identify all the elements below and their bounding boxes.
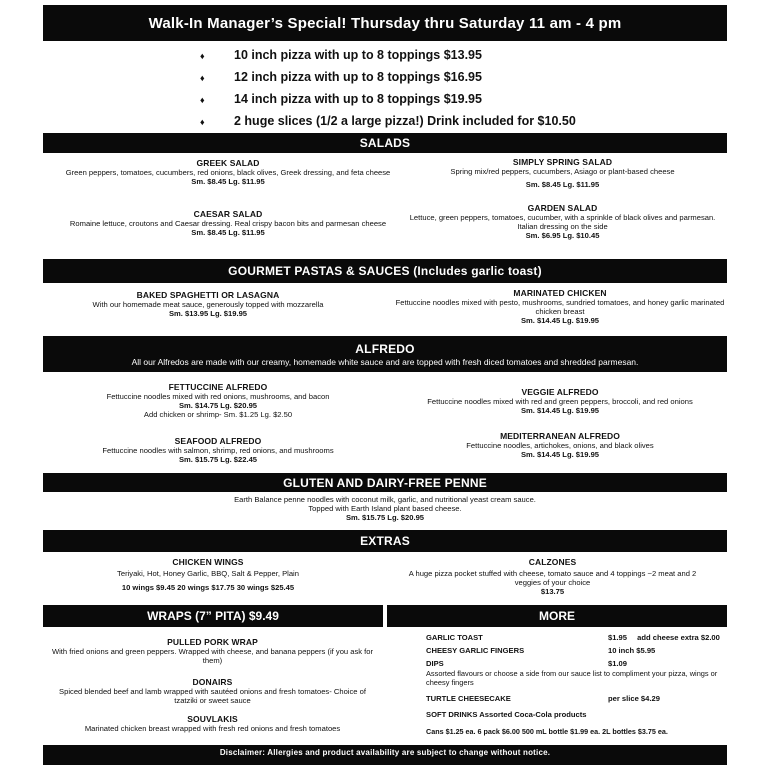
donairs: DONAIRS Spiced blended beef and lamb wrapped with sautéed onions and fresh tomatoes- Choice of tzatziki or sweet sauce [59,677,366,705]
caesar-salad: CAESAR SALAD Romaine lettuce, croutons and Caesar dressing. Real crispy bacon bits and parmesan cheese Sm. $8.45 Lg. $11.95 [69,209,387,237]
special-item: ♦ 10 inch pizza with up to 8 toppings $13.95 [200,48,482,62]
dips: DIPS [426,659,444,668]
soft-drinks-prices: Cans $1.25 ea. 6 pack $6.00 500 mL bottle $1.99 ea. 2L bottles $3.75 ea. [426,727,668,736]
marinated-chicken: MARINATED CHICKEN Fettuccine noodles mixed with pesto, mushrooms, sundried tomatoes, and honey garlic marinated chicken breast Sm. $14.45 Lg. $19.95 [395,288,725,325]
garden-salad: GARDEN SALAD Lettuce, green peppers, tomatoes, cucumber, with a sprinkle of black olives and parmesan. Italian dressing on the side Sm. $6.95 Lg. $10.45 [409,203,716,240]
greek-salad: GREEK SALAD Green peppers, tomatoes, cucumbers, red onions, black olives, Greek dressing, and feta cheese Sm. $8.45 Lg. $11.95 [65,158,391,186]
wraps-header: WRAPS (7” PITA) $9.49 [43,605,383,627]
special-item: ♦ 12 inch pizza with up to 8 toppings $16.95 [200,70,482,84]
special-item: ♦ 2 huge slices (1/2 a large pizza!) Drink included for $10.50 [200,114,576,128]
seafood-alfredo: SEAFOOD ALFREDO Fettuccine noodles with salmon, shrimp, red onions, and mushrooms Sm. $15.75 Lg. $22.45 [102,436,334,464]
turtle-cheesecake-price: per slice $4.29 [608,694,660,703]
turtle-cheesecake: TURTLE CHEESECAKE [426,694,511,703]
soft-drinks: SOFT DRINKS Assorted Coca-Cola products [426,710,587,719]
more-header: MORE [387,605,727,627]
gluten-free-header: GLUTEN AND DAIRY-FREE PENNE [43,473,727,492]
cheesy-garlic-fingers-price: 10 inch $5.95 [608,646,656,655]
special-banner [43,5,727,41]
addon-note: Add chicken or shrimp- Sm. $1.25 Lg. $2.50 [143,410,293,419]
diamond-bullet-icon: ♦ [200,73,205,83]
gluten-free-penne: Earth Balance penne noodles with coconut milk, garlic, and nutritional yeast cream sauce. Topped with Earth Island plant based cheese. Sm. $15.75 Lg. $20.95 [234,495,536,522]
pastas-header: GOURMET PASTAS & SAUCES (Includes garlic toast) [43,259,727,283]
pulled-pork-wrap: PULLED PORK WRAP With fried onions and green peppers. Wrapped with cheese, and banana peppers (if you ask for them) [51,637,374,665]
alfredo-subtitle: All our Alfredos are made with our creamy, homemade white sauce and are topped with fresh diced tomatoes and shredded parmesan. [131,356,639,367]
special-item: ♦ 14 inch pizza with up to 8 toppings $19.95 [200,92,482,106]
baked-spaghetti: BAKED SPAGHETTI OR LASAGNA With our homemade meat sauce, generously topped with mozzarella Sm. $13.95 Lg. $19.95 [92,290,324,318]
alfredo-header: ALFREDO All our Alfredos are made with our creamy, homemade white sauce and are topped with fresh diced tomatoes and shredded parmesan. [43,336,727,372]
dips-price: $1.09 [608,659,628,668]
garlic-toast: GARLIC TOAST [426,633,483,642]
calzones: CALZONES A huge pizza pocket stuffed with cheese, tomato sauce and 4 toppings ~2 meat and 2 veggies of your choice $13.75 [408,557,697,596]
garlic-toast-price: $1.95 add cheese extra $2.00 [608,633,720,642]
diamond-bullet-icon: ♦ [200,117,205,127]
salads-header: SALADS [43,133,727,153]
dips-desc: Assorted flavours or choose a side from our sauce list to compliment your pizza, wings or cheesy fingers [426,669,718,687]
mediterranean-alfredo: MEDITERRANEAN ALFREDO Fettuccine noodles, artichokes, onions, and black olives Sm. $14.45 Lg. $19.95 [466,431,654,459]
fettuccine-alfredo: FETTUCCINE ALFREDO Fettuccine noodles mixed with red onions, mushrooms, and bacon Sm. $14.75 Lg. $20.95 Add chicken or shrimp- Sm. $1.25 Lg. $2.50 [58,382,378,419]
veggie-alfredo: VEGGIE ALFREDO Fettuccine noodles mixed with red and green peppers, broccoli, and red onions Sm. $14.45 Lg. $19.95 [427,387,693,415]
diamond-bullet-icon: ♦ [200,51,205,61]
simply-spring-salad: SIMPLY SPRING SALAD Spring mix/red peppers, cucumbers, Asiago or plant-based cheese Sm. $8.45 Lg. $11.95 [450,157,675,189]
footer-disclaimer: Disclaimer: Allergies and product availability are subject to change without notice. [43,745,727,765]
souvlakis: SOUVLAKIS Marinated chicken breast wrapped with fresh red onions and fresh tomatoes [84,714,341,733]
extras-header: EXTRAS [43,530,727,552]
diamond-bullet-icon: ♦ [200,95,205,105]
special-title: Walk-In Manager’s Special! Thursday thru Saturday 11 am - 4 pm [148,14,622,32]
cheesy-garlic-fingers: CHEESY GARLIC FINGERS [426,646,525,655]
chicken-wings: CHICKEN WINGS Teriyaki, Hot, Honey Garlic, BBQ, Salt & Pepper, Plain 10 wings $9.45 20 wings $17.75 30 wings $25.45 [117,557,299,592]
